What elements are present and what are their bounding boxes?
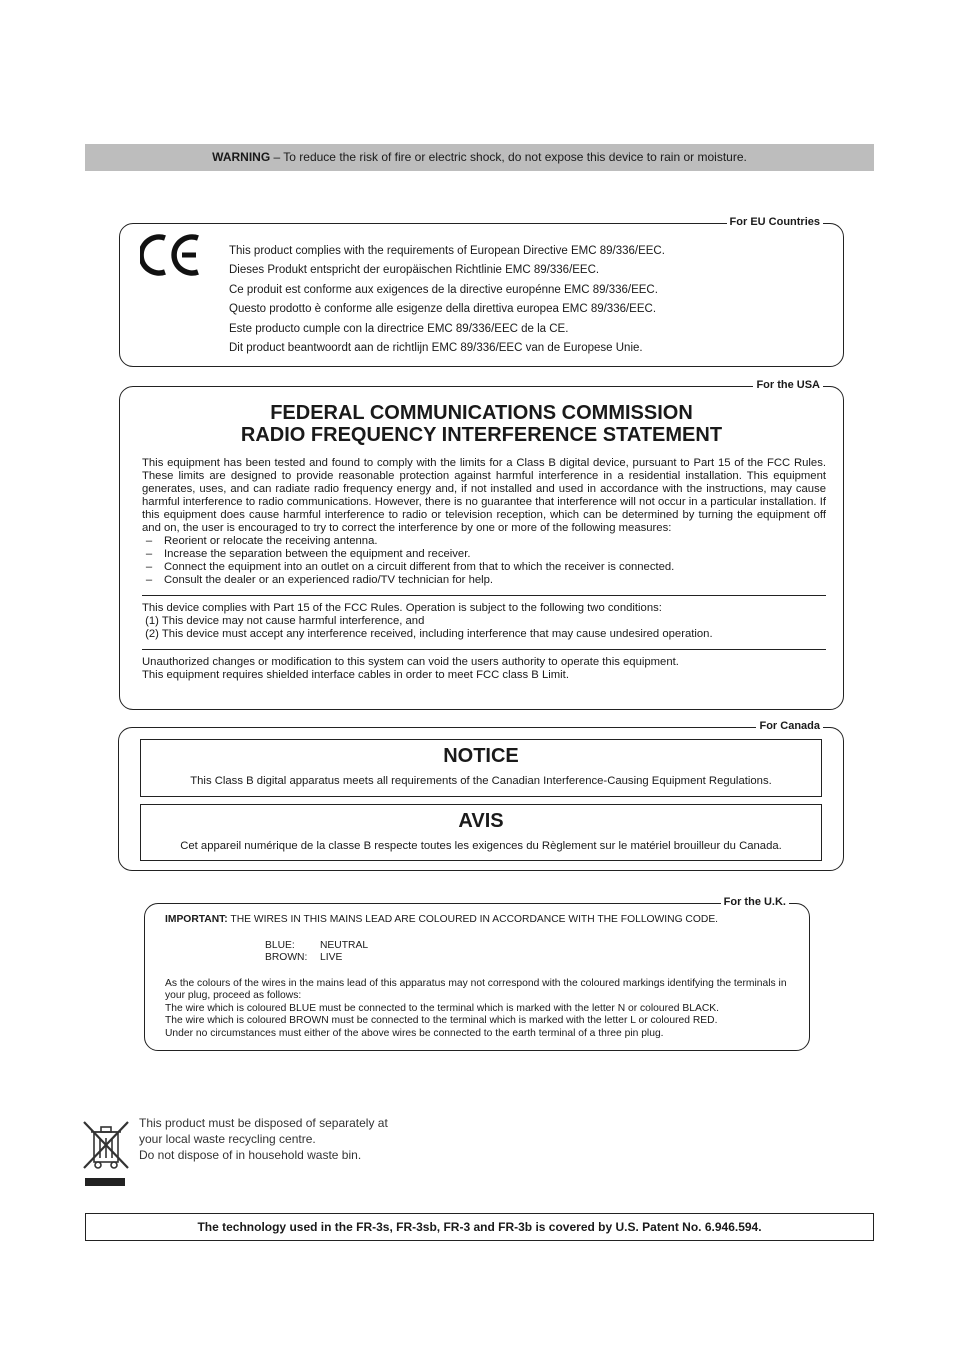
divider <box>142 595 826 596</box>
crossed-out-bin-icon <box>82 1118 130 1188</box>
notice-box <box>140 739 822 797</box>
recycling-line: This product must be disposed of separately at <box>139 1116 388 1130</box>
uk-important-label: IMPORTANT: <box>165 914 228 925</box>
avis-text: Cet appareil numérique de la classe B respecte toutes les exigences du Règlement sur le matériel brouilleur du Canada. <box>180 840 782 852</box>
part15-condition-1: (1) This device may not cause harmful interference, and <box>142 615 425 627</box>
part15-condition-2: (2) This device must accept any interference received, including interference that may cause undesired operation. <box>142 628 713 640</box>
uk-important-text: THE WIRES IN THIS MAINS LEAD ARE COLOURED IN ACCORDANCE WITH THE FOLLOWING CODE. <box>227 914 719 925</box>
part15-intro: This device complies with Part 15 of the FCC Rules. Operation is subject to the following two conditions: <box>142 602 662 614</box>
eu-line-de: Dieses Produkt entspricht der europäischen Richtlinie EMC 89/336/EEC. <box>229 264 600 277</box>
notice-title: NOTICE <box>443 745 519 767</box>
list-item: – Increase the separation between the equipment and receiver. <box>145 548 471 560</box>
warning-text: – To reduce the risk of fire or electric shock, do not expose this device to rain or moisture. <box>270 150 747 164</box>
fcc-paragraph: This equipment has been tested and found to comply with the limits for a Class B digital device, pursuant to Part 15 of the FCC Rules. These limits are designed to provide reasonable protection against harmful interference in a residential installation. This equipment generates, uses, and can radiate radio frequency energy and, if not installed and used in accordance with the instructions, may cause harmful interference to radio communications. However, there is no guarantee that interference will not occur in a particular installation. If this equipment does cause harmful interference to radio or television reception, which can be determined by turning the equipment off and on, the user is encouraged to try to correct the interference by one or more of the following measures: <box>142 457 826 534</box>
fcc-body <box>142 457 826 682</box>
canada-box <box>118 720 844 871</box>
fcc-title-line2: RADIO FREQUENCY INTERFERENCE STATEMENT <box>240 424 723 446</box>
eu-line-fr: Ce produit est conforme aux exigences de la directive europénne EMC 89/336/EEC. <box>229 283 658 296</box>
list-item: – Consult the dealer or an experienced radio/TV technician for help. <box>145 574 494 586</box>
patent-notice: The technology used in the FR-3s, FR-3sb, FR-3 and FR-3b is covered by U.S. Patent No. 6.946.594. <box>85 1213 874 1241</box>
uk-line: Under no circumstances must either of the above wires be connected to the earth terminal of a three pin plug. <box>165 1027 664 1039</box>
uk-box-label: For the U.K. <box>721 896 789 909</box>
recycling-line: your local waste recycling centre. <box>139 1132 316 1146</box>
eu-line-es: Este producto cumple con la directrice EMC 89/336/EEC de la CE. <box>229 322 569 335</box>
divider <box>142 649 826 650</box>
uk-blue-row <box>265 940 791 953</box>
usa-box-label: For the USA <box>753 379 823 392</box>
recycling-line: Do not dispose of in household waste bin. <box>139 1148 362 1162</box>
warning-bar <box>85 144 874 171</box>
fcc-measures-list <box>142 535 826 587</box>
usa-fcc-box <box>119 379 844 710</box>
canada-box-label: For Canada <box>756 720 823 733</box>
uk-box <box>144 896 810 1051</box>
eu-line-en: This product complies with the requirements of European Directive EMC 89/336/EEC. <box>229 245 665 257</box>
notice-text: This Class B digital apparatus meets all requirements of the Canadian Interference-Causing Equipment Regulations. <box>190 775 772 787</box>
list-item: – Connect the equipment into an outlet on a circuit different from that to which the receiver is connected. <box>145 561 675 573</box>
ce-mark-icon <box>140 232 202 278</box>
uk-colour-code <box>265 940 791 965</box>
fcc-title-line1: FEDERAL COMMUNICATIONS COMMISSION <box>270 402 693 424</box>
eu-box-label: For EU Countries <box>727 216 823 229</box>
uk-brown-row <box>265 952 791 965</box>
uk-brown-key: BROWN: <box>265 952 308 963</box>
uk-line: As the colours of the wires in the mains lead of this apparatus may not correspond with the coloured markings identifying the terminals in your plug, proceed as follows: <box>165 977 787 1001</box>
eu-compliance-box <box>119 216 844 367</box>
fcc-title <box>120 402 843 446</box>
uk-content <box>165 914 791 1040</box>
uk-line: The wire which is coloured BLUE must be connected to the terminal which is marked with the letter N or coloured BLACK. <box>165 1002 719 1014</box>
eu-line-it: Questo prodotto è conforme alle esigenze della direttiva europea EMC 89/336/EEC. <box>229 303 657 316</box>
uk-important <box>165 914 791 927</box>
eu-statement-lines <box>229 242 665 358</box>
avis-title: AVIS <box>458 810 504 832</box>
recycling-text <box>139 1115 388 1163</box>
uk-line: The wire which is coloured BROWN must be connected to the terminal which is marked with the letter L or coloured RED. <box>165 1015 718 1026</box>
avis-box <box>140 804 822 861</box>
eu-line-nl: Dit product beantwoordt aan de richtlijn EMC 89/336/EEC van de Europese Unie. <box>229 342 643 355</box>
uk-blue-key: BLUE: <box>265 939 295 951</box>
list-item: – Reorient or relocate the receiving antenna. <box>145 535 378 547</box>
changes-line-2: This equipment requires shielded interface cables in order to meet FCC class B Limit. <box>142 669 569 681</box>
changes-line-1: Unauthorized changes or modification to this system can void the users authority to operate this equipment. <box>142 656 679 668</box>
warning-label: WARNING <box>212 150 271 164</box>
uk-blue-value: NEUTRAL <box>320 939 369 951</box>
uk-brown-value: LIVE <box>320 952 343 963</box>
